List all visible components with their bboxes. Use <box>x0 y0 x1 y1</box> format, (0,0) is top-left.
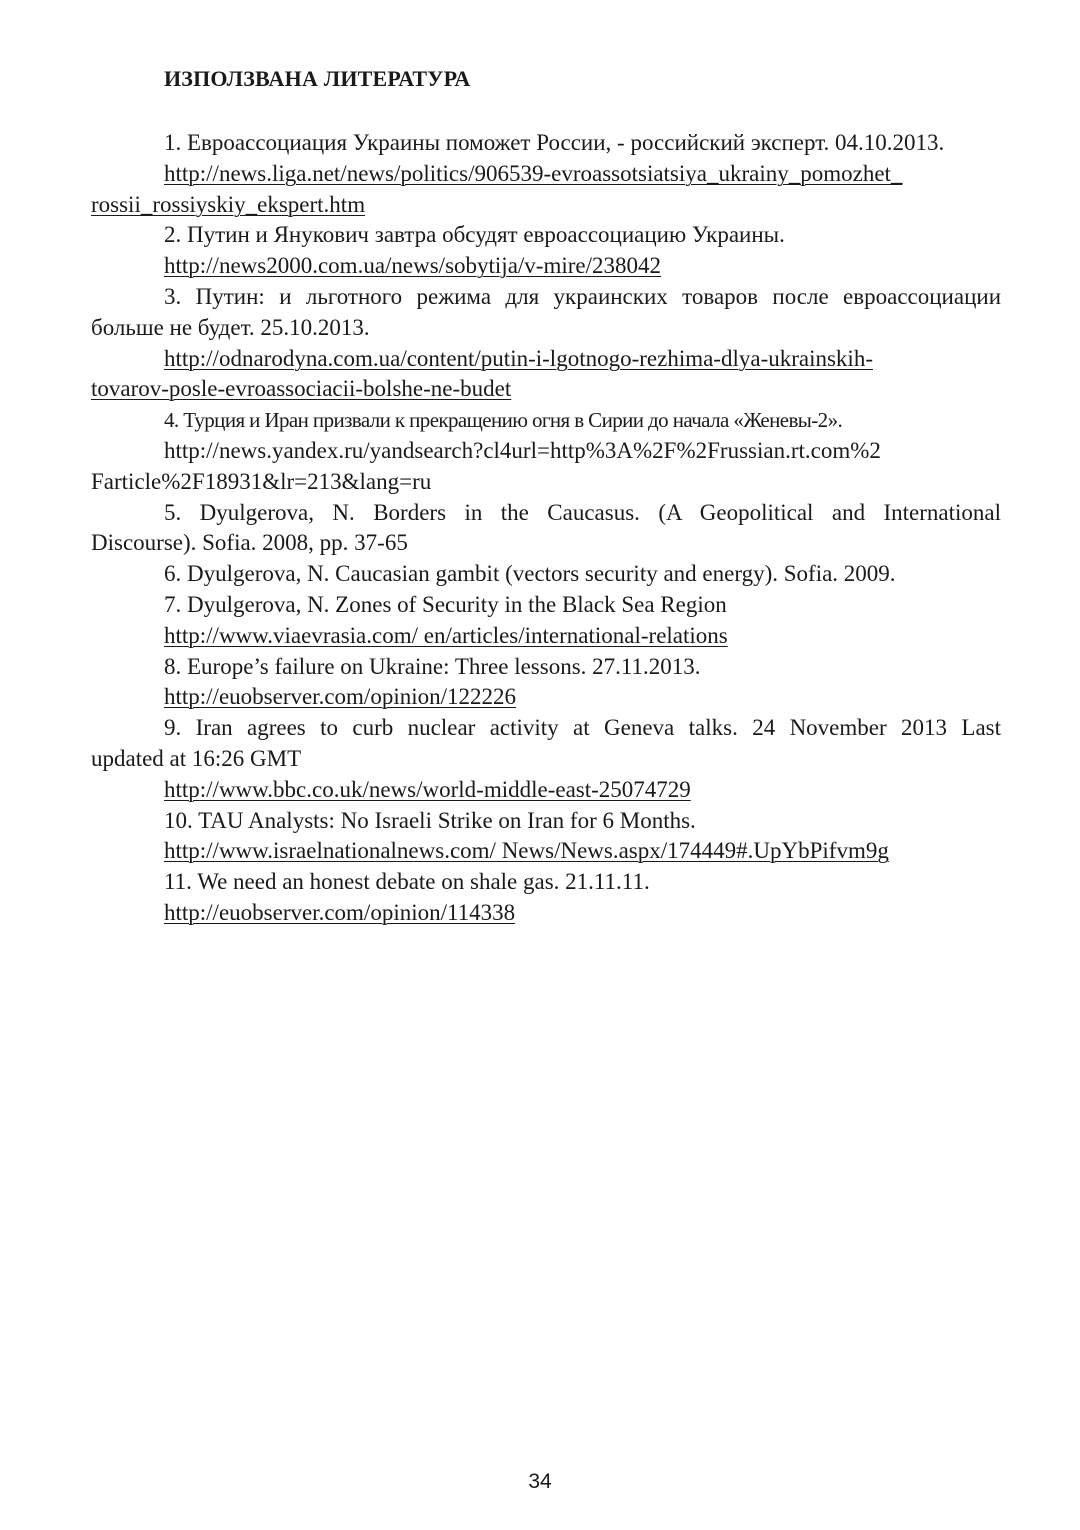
reference-9-text-continued: updated at 16:26 GMT <box>91 745 302 771</box>
reference-3-text-continued: больше не будет. 25.10.2013. <box>91 314 370 340</box>
reference-4-text: 4. Турция и Иран призвали к прекращению огня в Сирии до начала «Женевы-2». <box>164 408 843 433</box>
reference-9-link[interactable]: http://www.bbc.co.uk/news/world-middle-east-25074729 <box>164 776 691 802</box>
reference-5-text: 5. Dyulgerova, N. Borders in the Caucasus. (A Geopolitical and International <box>164 499 1001 525</box>
reference-2-link[interactable]: http://news2000.com.ua/news/sobytija/v-mire/238042 <box>164 253 661 279</box>
reference-3-text: 3. Путин: и льготного режима для украинских товаров после евроассоциации <box>164 283 1001 309</box>
reference-3-link[interactable]: http://odnarodyna.com.ua/content/putin-i-lgotnogo-rezhima-dlya-ukrainskih- <box>164 345 873 371</box>
reference-8-text: 8. Europe’s failure on Ukraine: Three lessons. 27.11.2013. <box>164 653 701 679</box>
reference-6-text: 6. Dyulgerova, N. Caucasian gambit (vectors security and energy). Sofia. 2009. <box>164 561 896 587</box>
reference-11-link[interactable]: http://euobserver.com/opinion/114338 <box>164 899 516 925</box>
reference-9-text: 9. Iran agrees to curb nuclear activity at Geneva talks. 24 November 2013 Last <box>164 715 1001 741</box>
reference-1-text: 1. Евроассоциация Украины поможет России, - российский эксперт. 04.10.2013. <box>164 130 945 155</box>
reference-10-link[interactable]: http://www.israelnationalnews.com/ News/News.aspx/174449#.UpYbPifvm9g <box>164 838 889 864</box>
page-number: 34 <box>528 1470 552 1493</box>
reference-4-url-continued: Farticle%2F18931&lr=213&lang=ru <box>91 468 432 494</box>
reference-8-link[interactable]: http://euobserver.com/opinion/122226 <box>164 684 516 710</box>
reference-list <box>91 128 1001 929</box>
reference-2-text: 2. Путин и Янукович завтра обсудят евроассоциацию Украины. <box>164 222 785 248</box>
reference-4-url: http://news.yandex.ru/yandsearch?cl4url=http%3A%2F%2Frussian.rt.com%2 <box>164 437 881 463</box>
reference-1-link-continued[interactable]: rossii_rossiyskiy_ekspert.htm <box>91 191 366 217</box>
reference-10-text: 10. TAU Analysts: No Israeli Strike on Iran for 6 Months. <box>164 807 696 833</box>
reference-1-link[interactable]: http://news.liga.net/news/politics/906539-evroassotsiatsiya_ukrainy_pomozhet_ <box>164 160 903 186</box>
reference-7-link[interactable]: http://www.viaevrasia.com/ en/articles/international-relations <box>164 622 728 648</box>
page-title: ИЗПОЛЗВАНА ЛИТЕРАТУРА <box>164 66 471 91</box>
reference-7-text: 7. Dyulgerova, N. Zones of Security in the Black Sea Region <box>164 591 727 617</box>
reference-3-link-continued[interactable]: tovarov-posle-evroassociacii-bolshe-ne-budet <box>91 376 512 402</box>
reference-5-text-continued: Discourse). Sofia. 2008, pp. 37-65 <box>91 530 408 556</box>
reference-11-text: 11. We need an honest debate on shale gas. 21.11.11. <box>164 869 650 895</box>
